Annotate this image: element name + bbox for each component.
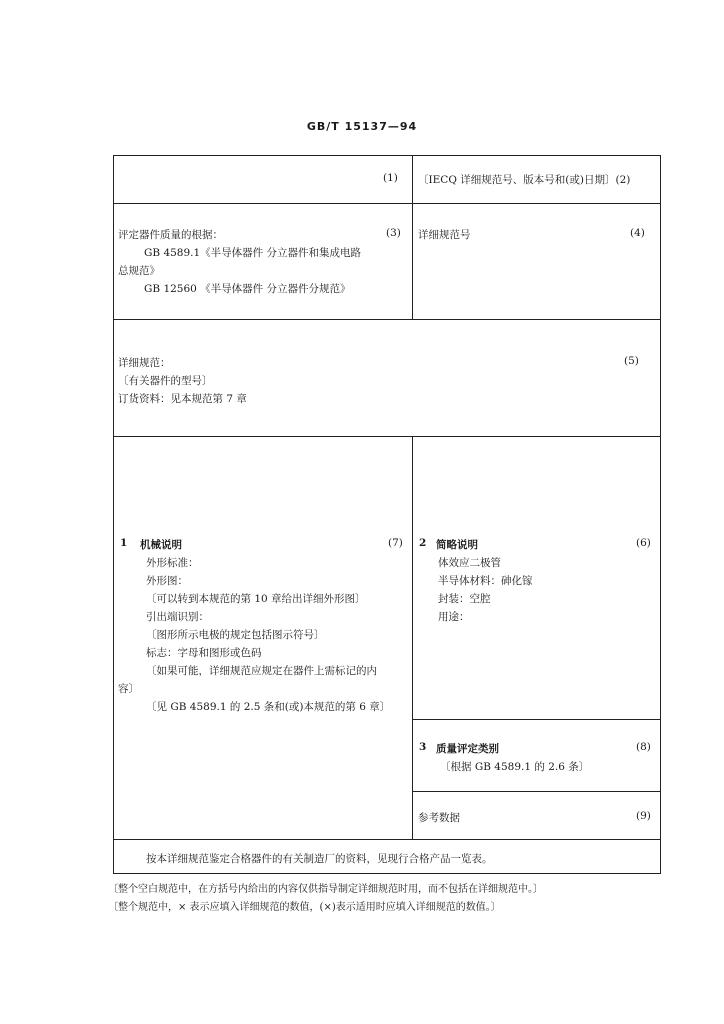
table-border-bottom [113, 873, 661, 874]
iecq-spec-number-label: 〔IECQ 详细规范号、版本号和(或)日期〕(2) [418, 174, 631, 186]
table-border-left [113, 155, 114, 874]
brief-description-line: 体效应二极管 [438, 557, 501, 569]
field-marker-9: (9) [636, 810, 651, 822]
table-divider [412, 791, 661, 792]
table-border-top [113, 155, 661, 156]
quality-category-line: 〔根据 GB 4589.1 的 2.6 条〕 [440, 761, 590, 773]
field-marker-7: (7) [388, 537, 403, 549]
section-number: 3 [419, 741, 427, 753]
footnote: 〔整个规范中，× 表示应填入详细规范的数值，(×)表示适用时应填入详细规范的数值。〕 [108, 902, 501, 913]
detail-spec-title: 详细规范： [118, 357, 171, 369]
field-marker-1: (1) [383, 172, 398, 184]
table-divider [113, 319, 661, 320]
brief-description-title: 简略说明 [436, 539, 478, 551]
mechanical-line: 引出端识别： [146, 611, 209, 623]
mechanical-line: 外形图： [146, 575, 188, 587]
mechanical-line: 容〕 [118, 683, 139, 695]
brief-description-line: 封装：空腔 [438, 593, 491, 605]
quality-basis-title: 评定器件质量的根据： [118, 229, 223, 241]
quality-basis-line: 总规范》 [118, 265, 160, 277]
table-divider [113, 436, 661, 437]
quality-category-title: 质量评定类别 [436, 743, 499, 755]
quality-basis-line: GB 12560 《半导体器件 分立器件分规范》 [144, 283, 351, 295]
mechanical-line: 〔可以转到本规范的第 10 章给出详细外形图〕 [146, 593, 366, 605]
field-marker-4: (4) [630, 227, 645, 239]
table-divider [113, 203, 661, 204]
quality-basis-line: GB 4589.1《半导体器件 分立器件和集成电路 [144, 247, 362, 259]
table-border-right [660, 155, 661, 874]
brief-description-line: 半导体材料：砷化镓 [438, 575, 533, 587]
mechanical-line: 〔见 GB 4589.1 的 2.5 条和(或)本规范的第 6 章〕 [146, 701, 391, 713]
standard-number: GB/T 15137—94 [306, 120, 418, 133]
mechanical-description-title: 机械说明 [140, 539, 182, 551]
footnote: 〔整个空白规范中，在方括号内给出的内容仅供指导制定详细规范时用，而不包括在详细规范中。〕 [108, 884, 543, 895]
detail-spec-number-label: 详细规范号 [418, 229, 471, 241]
table-column-divider [412, 155, 413, 203]
field-marker-6: (6) [636, 537, 651, 549]
table-divider [412, 719, 661, 720]
mechanical-line: 标志：字母和图形或色码 [146, 647, 262, 659]
brief-description-line: 用途： [438, 611, 470, 623]
field-marker-3: (3) [386, 227, 401, 239]
mechanical-line: 外形标准： [146, 557, 199, 569]
table-divider [113, 839, 661, 840]
field-marker-8: (8) [636, 741, 651, 753]
reference-data-title: 参考数据 [418, 812, 460, 824]
section-number: 1 [120, 537, 128, 549]
field-marker-5: (5) [624, 355, 639, 367]
detail-spec-line: 〔有关器件的型号〕 [118, 375, 213, 387]
table-column-divider [412, 436, 413, 839]
table-column-divider [412, 203, 413, 319]
mechanical-line: 〔图形所示电极的规定包括图示符号〕 [146, 629, 325, 641]
qualified-products-note: 按本详细规范鉴定合格器件的有关制造厂的资料，见现行合格产品一览表。 [146, 853, 493, 865]
section-number: 2 [419, 537, 427, 549]
mechanical-line: 〔如果可能，详细规范应规定在器件上需标记的内 [146, 665, 377, 677]
detail-spec-line: 订货资料：见本规范第 7 章 [118, 393, 247, 405]
